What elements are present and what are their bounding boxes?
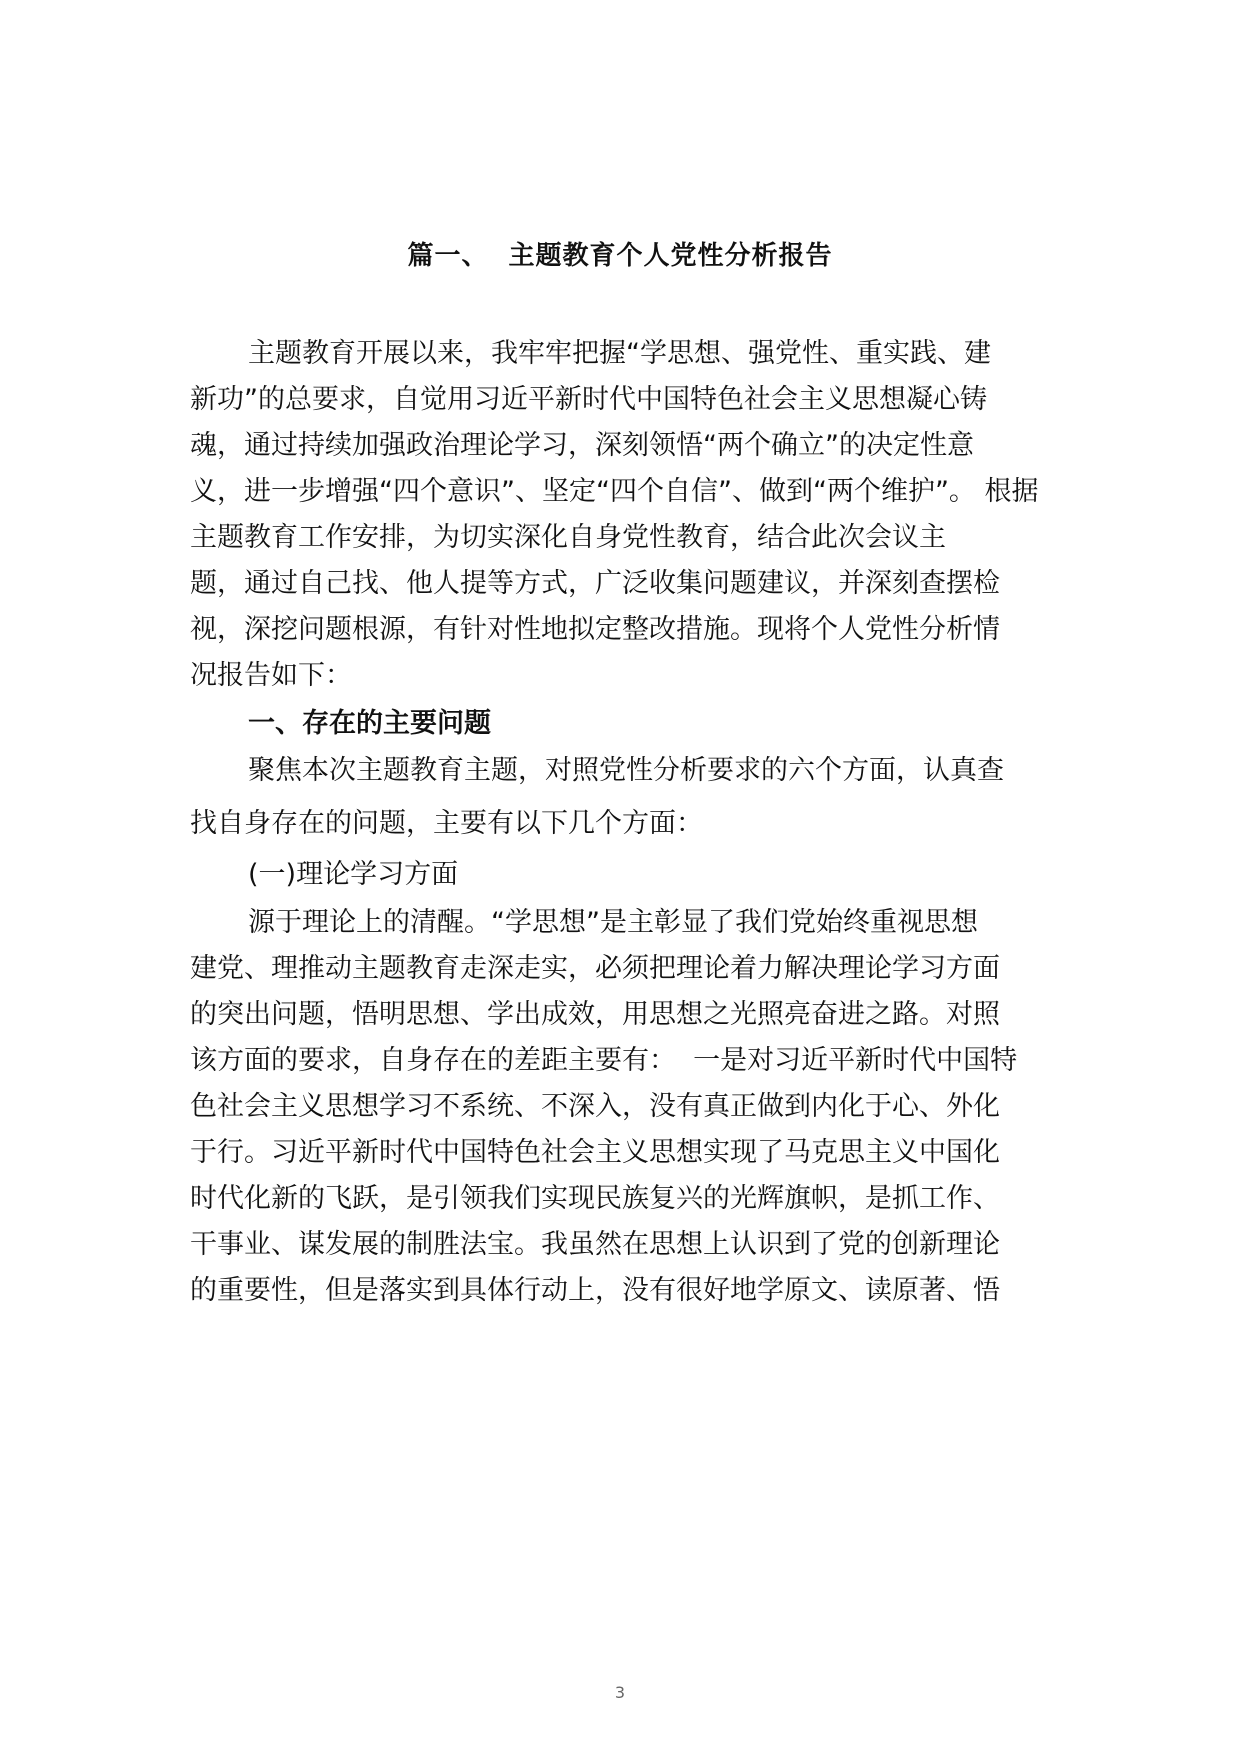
- paragraph-line: 干事业、谋发展的制胜法宝。我虽然在思想上认识到了党的创新理论: [190, 1229, 1000, 1260]
- subsection-heading: (一)理论学习方面: [248, 859, 459, 890]
- paragraph-line: 魂，通过持续加强政治理论学习，深刻领悟“两个确立”的决定性意: [190, 430, 974, 461]
- paragraph-line: 该方面的要求，自身存在的差距主要有： 一是对习近平新时代中国特: [190, 1045, 1018, 1076]
- paragraph-line: 建党、理推动主题教育走深走实，必须把理论着力解决理论学习方面: [190, 953, 1000, 984]
- section-heading: 一、存在的主要问题: [248, 708, 491, 739]
- page-number: 3: [614, 1683, 626, 1702]
- document-title: 篇一、 主题教育个人党性分析报告: [407, 241, 833, 271]
- paragraph-line: 题，通过自己找、他人提等方式，广泛收集问题建议，并深刻查摆检: [190, 568, 1000, 599]
- paragraph-line: 新功”的总要求，自觉用习近平新时代中国特色社会主义思想凝心铸: [190, 384, 987, 415]
- paragraph-line: 主题教育开展以来，我牢牢把握“学思想、强党性、重实践、建: [248, 338, 991, 369]
- paragraph-line: 义，进一步增强“四个意识”、坚定“四个自信”、做到“两个维护”。 根据: [190, 476, 1039, 507]
- paragraph-line: 于行。习近平新时代中国特色社会主义思想实现了马克思主义中国化: [190, 1137, 1000, 1168]
- paragraph-line: 找自身存在的问题，主要有以下几个方面：: [190, 808, 703, 839]
- paragraph-line: 聚焦本次主题教育主题，对照党性分析要求的六个方面，认真查: [248, 755, 1004, 786]
- paragraph-line: 的重要性，但是落实到具体行动上，没有很好地学原文、读原著、悟: [190, 1275, 1000, 1306]
- paragraph-line: 时代化新的飞跃，是引领我们实现民族复兴的光辉旗帜，是抓工作、: [190, 1183, 1000, 1214]
- paragraph-line: 的突出问题，悟明思想、学出成效，用思想之光照亮奋进之路。对照: [190, 999, 1000, 1030]
- paragraph-line: 况报告如下：: [190, 660, 352, 691]
- paragraph-line: 视，深挖问题根源，有针对性地拟定整改措施。现将个人党性分析情: [190, 614, 1000, 645]
- paragraph-line: 主题教育工作安排，为切实深化自身党性教育，结合此次会议主: [190, 522, 946, 553]
- paragraph-line: 源于理论上的清醒。“学思想”是主彰显了我们党始终重视思想: [248, 907, 978, 938]
- paragraph-line: 色社会主义思想学习不系统、不深入，没有真正做到内化于心、外化: [190, 1091, 1000, 1122]
